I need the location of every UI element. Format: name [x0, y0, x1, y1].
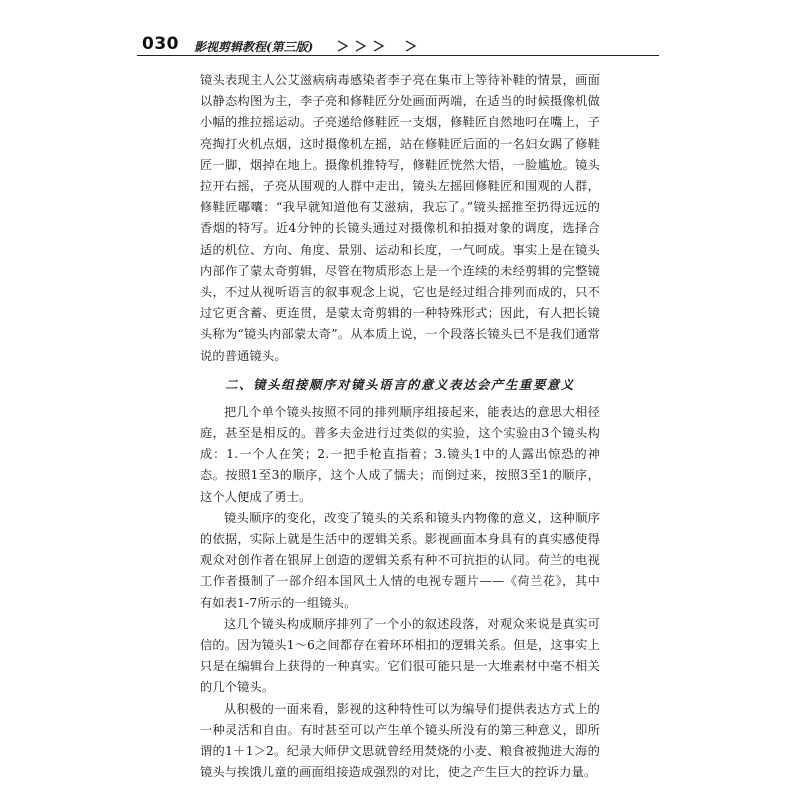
body-paragraph: 这几个镜头构成顺序排列了一个小的叙述段落，对观众来说是真实可信的。因为镜头1～6之间都存在着环环相扣的逻辑关系。但是，这事实上只是在编辑台上获得的一种真实。它们很可能只是一大堆素材中毫不相关的几个镜头。 [200, 616, 600, 695]
body-paragraph: 镜头表现主人公艾滋病病毒感染者李子亮在集市上等待补鞋的情景，画面以静态构图为主，李子亮和修鞋匠分处画面两端，在适当的时候摄像机做小幅的推拉摇运动。子亮递给修鞋匠一支烟，修鞋匠自然地叼在嘴上，子亮掏打火机点烟，这时摄像机左摇，站在修鞋匠后面的一名妇女踢了修鞋匠一脚，烟掉在地上。摄像机推特写，修鞋匠恍然大悟，一脸尴尬。镜头拉开右摇，子亮从围观的人群中走出，镜头左摇回修鞋匠和围观的人群，修鞋匠嘟囔：“我早就知道他有艾滋病，我忘了。”镜头摇推至扔得远远的香烟的特写。近4分钟的长镜头通过对摄像机和拍摄对象的调度，选择合适的机位、方向、角度、景别、运动和长度，一气呵成。事实上是在镜头内部作了蒙太奇剪辑，尽管在物质形态上是一个连续的未经剪辑的完整镜头，不过从视听语言的叙事观念上说，它也是经过组合排列而成的，只不过它更含蓄、更连贯，是蒙太奇剪辑的一种特殊形式；因此，有人把长镜头称为“镜头内部蒙太奇”。从本质上说，一个段落长镜头已不是我们通常说的普通镜头。 [200, 73, 600, 363]
body-paragraph: 镜头顺序的变化，改变了镜头的关系和镜头内物像的意义，这种顺序的依据，实际上就是生活中的逻辑关系。影视画面本身具有的真实感使得观众对创作者在银屏上创造的逻辑关系有种不可抗拒的认同。荷兰的电视工作者摄制了一部介绍本国风土人情的电视专题片——《荷兰花》，其中有如表1-7所示的一组镜头。 [200, 510, 600, 610]
running-header [0, 0, 800, 62]
page-number: 030 [142, 34, 179, 54]
book-title: 影视剪辑教程(第三版) [194, 40, 314, 54]
body-paragraph: 从积极的一面来看，影视的这种特性可以为编导们提供表达方式上的一种灵活和自由。有时甚至可以产生单个镜头所没有的第三种意义，即所谓的1＋1＞2。纪录大师伊文思就曾经用焚烧的小麦、粮食被抛进大海的镜头与挨饿儿童的画面组接造成强烈的对比，使之产生巨大的控诉力量。 [200, 701, 600, 780]
page-body [200, 70, 600, 784]
body-paragraph: 把几个单个镜头按照不同的排列顺序组接起来，能表达的意思大相径庭，甚至是相反的。普多夫金进行过类似的实验，这个实验由3个镜头构成：1.一个人在笑；2.一把手枪直指着；3.镜头1中的人露出惊恐的神态。按照1至3的顺序，这个人成了懦夫；而倒过来，按照3至1的顺序，这个人便成了勇士。 [200, 404, 600, 504]
chevron-arrows-icon [336, 37, 421, 55]
header-rule [137, 55, 659, 56]
section-heading: 二、镜头组接顺序对镜头语言的意义表达会产生重要意义 [225, 376, 575, 392]
